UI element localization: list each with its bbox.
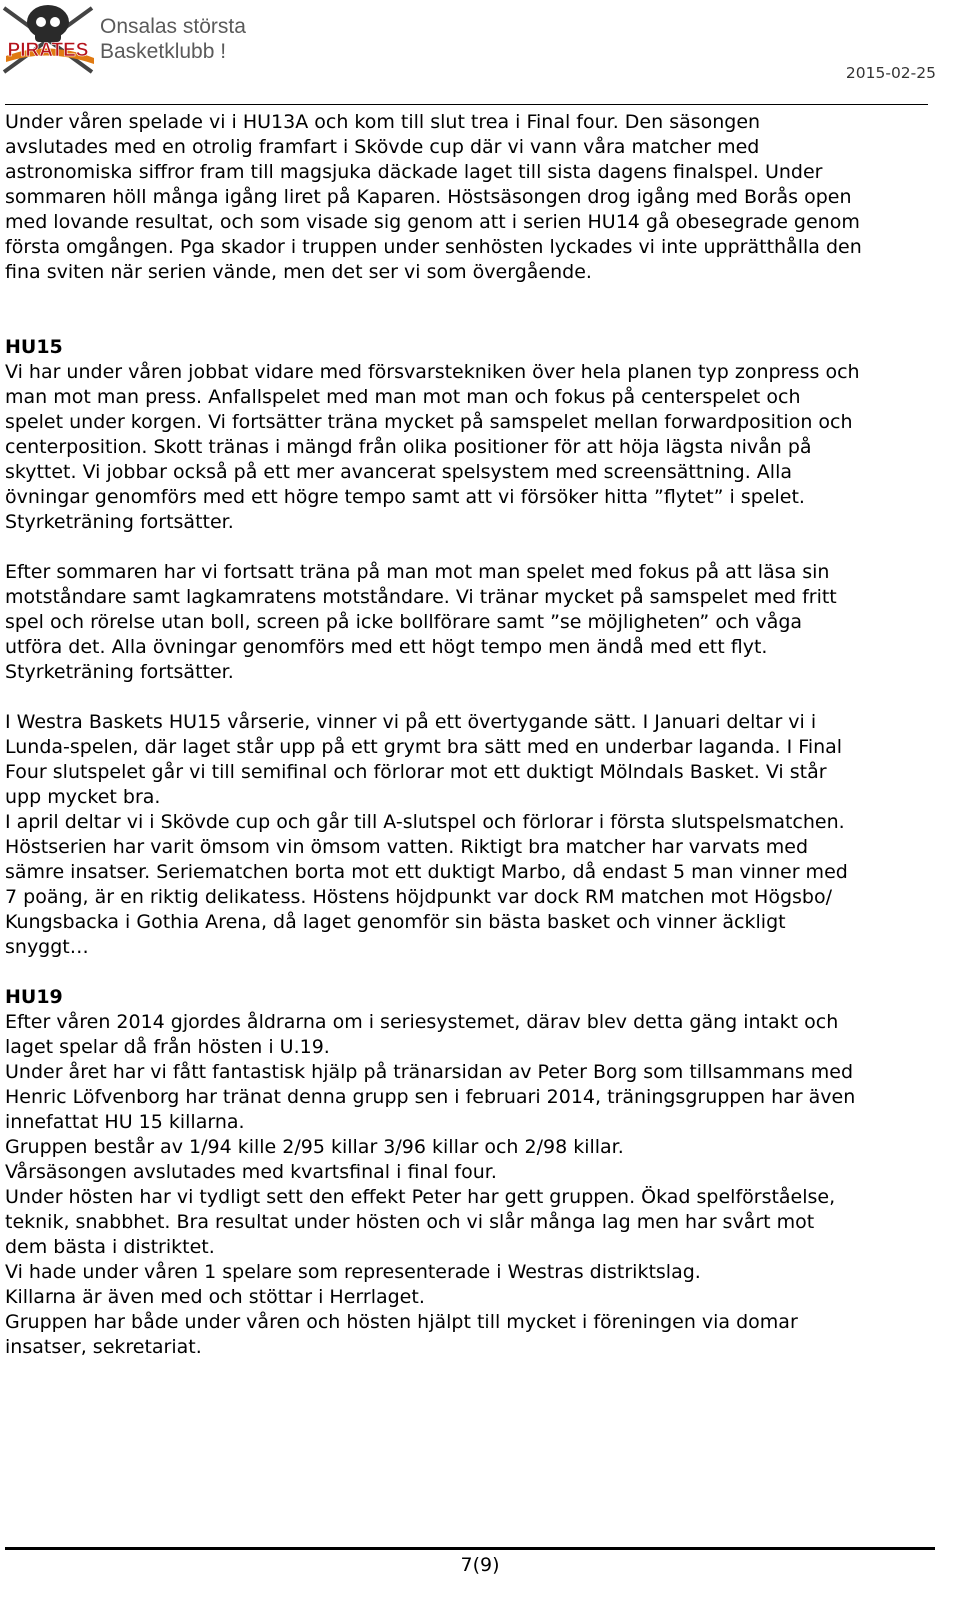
hu15-paragraph-3: I Westra Baskets HU15 vårserie, vinner vi på ett övertygande sätt. I Januari deltar vi i Lunda-spelen, där laget står upp på ett grymt bra sätt med en underbar laganda. I Final Four slutspelet går vi till semifinal och förlorar mot ett duktigt Mölndals Basket. Vi står upp mycket bra. I april deltar vi i Skövde cup och går till A-slutspel och förlorar i första slutspelsmatchen. Höstserien har varit ömsom vin ömsom vatten. Riktigt bra matcher har varvats med sämre insatser. Seriematchen borta mot ett duktigt Marbo, då endast 5 man vinner med 7 poäng, är en riktig delikatess. Höstens höjdpunkt var dock RM matchen mot Högsbo/ Kungsbacka i Gothia Arena, då laget genomför sin bästa basket och vinner äckligt snyggt… [5,711,848,958]
section-heading-hu15: HU15 [5,336,63,358]
section-heading-hu19: HU19 [5,986,63,1008]
footer-divider [5,1547,935,1550]
header-divider [5,104,928,105]
hu19-paragraph: Efter våren 2014 gjordes åldrarna om i seriesystemet, därav blev detta gäng intakt och laget spelar då från hösten i U.19. Under året har vi fått fantastisk hjälp på tränarsidan av Peter Borg som tillsammans med Henric Löfvenborg har tränat denna grupp sen i februari 2014, träningsgruppen har även innefattat HU 15 killarna. Gruppen består av 1/94 kille 2/95 killar 3/96 killar och 2/98 killar. Vårsäsongen avslutades med kvartsfinal i final four. Under hösten har vi tydligt sett den effekt Peter har gett gruppen. Ökad spelförståelse, teknik, snabbhet. Bra resultat under hösten och vi slår många lag men har svårt mot dem bästa i distriktet. Vi hade under våren 1 spelare som representerade i Westras distriktslag. Killarna är även med och stöttar i Herrlaget. Gruppen har både under våren och hösten hjälpt till mycket i föreningen via domar insatser, sekretariat. [5,1011,856,1358]
logo-wordmark: PIRATES [7,40,89,61]
document-date: 2015-02-25 [845,64,936,82]
pirates-skull-logo-icon [0,0,100,82]
logo-tagline-line1: Onsalas största [100,15,246,38]
spacer [5,960,935,985]
spacer [5,535,935,560]
logo-tagline [100,14,246,64]
club-logo [0,0,262,82]
page-number: 7(9) [460,1554,500,1576]
logo-tagline-line2: Basketklubb ! [100,40,227,63]
hu15-paragraph-2: Efter sommaren har vi fortsatt träna på man mot man spelet med fokus på att läsa sin motståndare samt lagkamratens motståndare. Vi tränar mycket på samspelet med fritt spel och rörelse utan boll, screen på icke bollförare samt ”se möjligheten” och våga utföra det. Alla övningar genomförs med ett högt tempo men ändå med ett flyt. Styrketräning fortsätter. [5,561,837,683]
intro-paragraph: Under våren spelade vi i HU13A och kom till slut trea i Final four. Den säsongen avslutades med en otrolig framfart i Skövde cup där vi vann våra matcher med astronomiska siffror fram till magsjuka däckade laget till sista dagens finalspel. Under sommaren höll många igång liret på Kaparen. Höstsäsongen drog igång med Borås open med lovande resultat, och som visade sig genom att i serien HU14 gå obesegrade genom första omgången. Pga skador i truppen under senhösten lyckades vi inte upprätthålla den fina sviten när serien vände, men det ser vi som övergående. [5,111,862,283]
spacer [5,685,935,710]
hu15-paragraph-1: Vi har under våren jobbat vidare med försvarstekniken över hela planen typ zonpress och man mot man press. Anfallspelet med man mot man och fokus på centerspelet och spelet under korgen. Vi fortsätter träna mycket på samspelet mellan forwardposition och centerposition. Skott tränas i mängd från olika positioner för att höja lägsta nivån på skyttet. Vi jobbar också på ett mer avancerat spelsystem med screensättning. Alla övningar genomförs med ett högre tempo samt att vi försöker hitta ”flytet” i spelet. Styrketräning fortsätter. [5,361,860,533]
document-body [5,110,935,1360]
spacer [5,285,935,335]
